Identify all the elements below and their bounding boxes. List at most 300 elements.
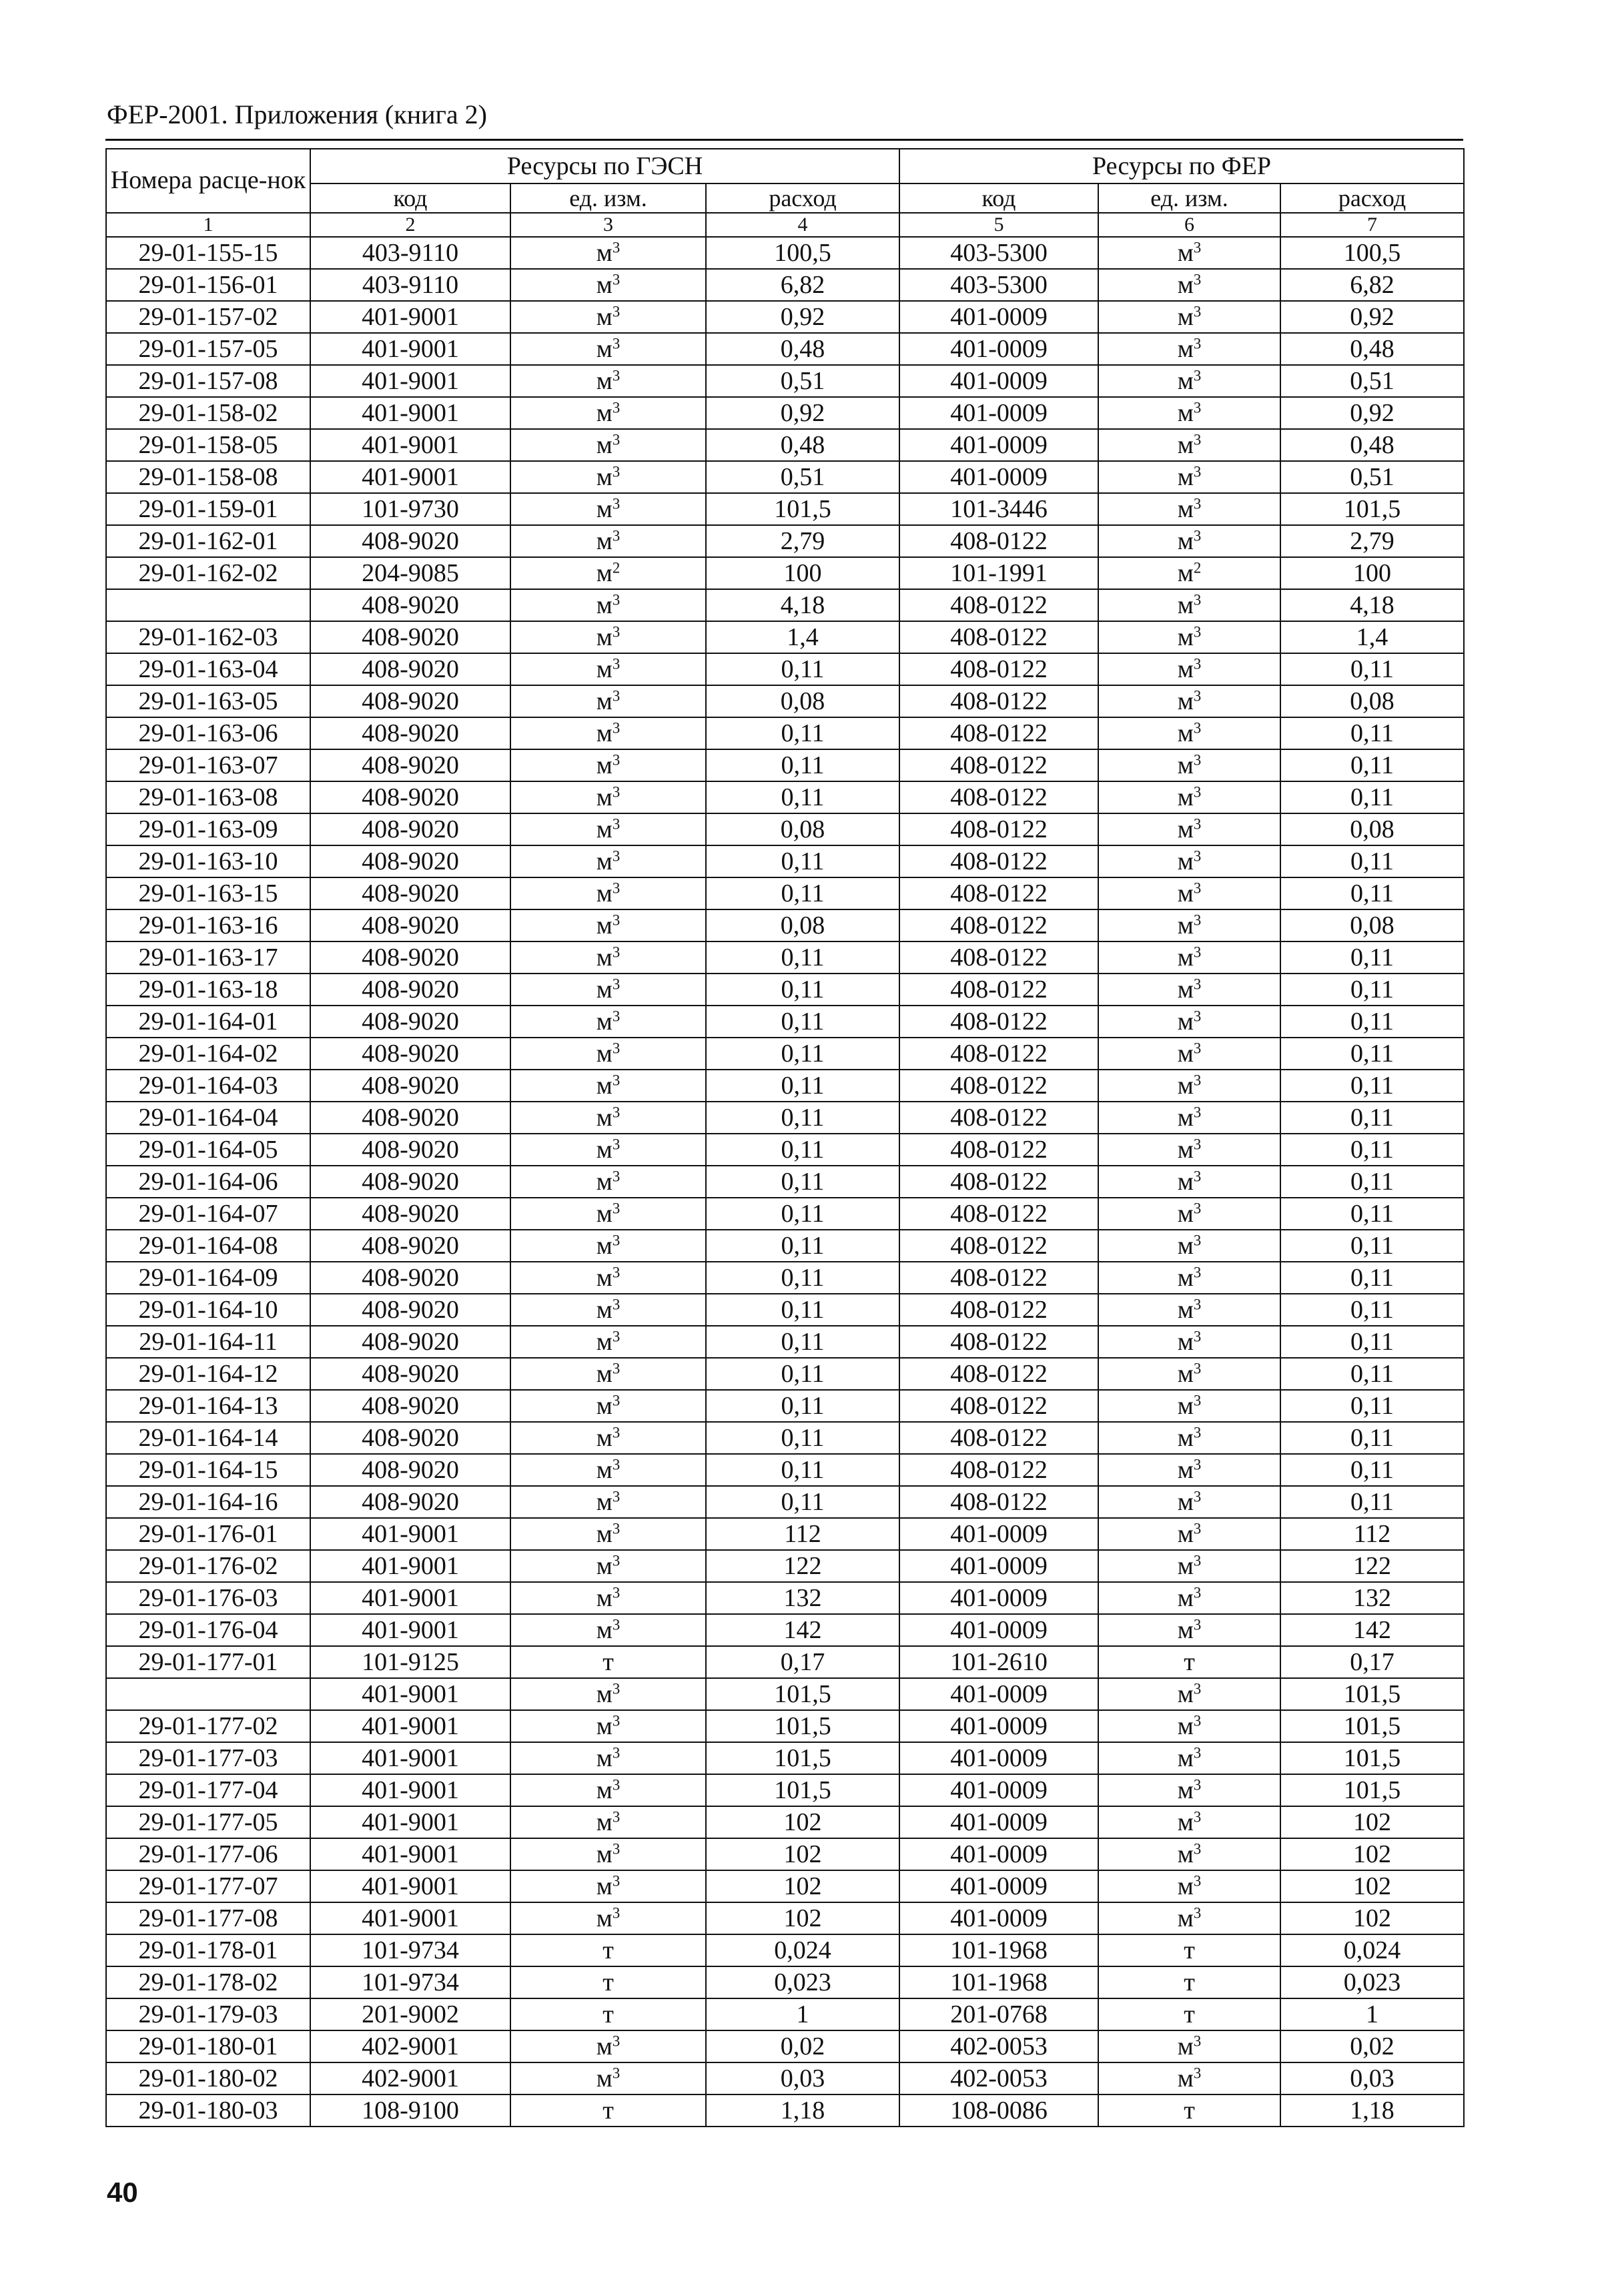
gesn-amount-cell: 0,024	[706, 1934, 899, 1966]
fer-amount-cell: 0,023	[1280, 1966, 1464, 1998]
rate-number-cell: 29-01-164-05	[106, 1134, 310, 1166]
fer-code-cell: 101-1968	[899, 1966, 1098, 1998]
fer-unit-cell: $м^3$	[1098, 1422, 1280, 1454]
fer-amount-cell: 0,48	[1280, 429, 1464, 461]
fer-amount-cell: 1	[1280, 1998, 1464, 2030]
fer-unit-cell: $м^3$	[1098, 1166, 1280, 1198]
page-header-title: ФЕР-2001. Приложения (книга 2)	[107, 99, 487, 129]
table-row	[106, 1486, 1464, 1518]
gesn-code-cell: 408-9020	[310, 1326, 510, 1358]
fer-code-cell: 101-1968	[899, 1934, 1098, 1966]
gesn-code-cell: 408-9020	[310, 974, 510, 1006]
gesn-amount-cell: 0,11	[706, 653, 899, 685]
rate-number-cell: 29-01-177-06	[106, 1838, 310, 1870]
group-gesn-header: Ресурсы по ГЭСН	[310, 149, 899, 183]
gesn-amount-cell: 102	[706, 1806, 899, 1838]
fer-unit-cell: $м^3$	[1098, 1390, 1280, 1422]
fer-amount-cell: 0,11	[1280, 1486, 1464, 1518]
gesn-unit-cell: $м^3$	[510, 813, 706, 845]
fer-code-cell: 401-0009	[899, 1582, 1098, 1614]
table-row	[106, 589, 1464, 621]
rate-number-cell	[106, 1678, 310, 1710]
table-row	[106, 621, 1464, 653]
gesn-code-cell: 401-9001	[310, 1518, 510, 1550]
rate-number-cell: 29-01-164-07	[106, 1198, 310, 1230]
fer-code-cell: 408-0122	[899, 1166, 1098, 1198]
fer-amount-cell: 0,51	[1280, 461, 1464, 493]
fer-unit-cell: $м^3$	[1098, 813, 1280, 845]
sub-header-fer-unit: ед. изм.	[1098, 183, 1280, 213]
table-row	[106, 909, 1464, 941]
gesn-unit-cell: $м^3$	[510, 717, 706, 749]
fer-unit-cell: $м^3$	[1098, 1614, 1280, 1646]
gesn-amount-cell: 0,08	[706, 909, 899, 941]
gesn-unit-cell: $м^2$	[510, 557, 706, 589]
fer-code-cell: 408-0122	[899, 653, 1098, 685]
gesn-amount-cell: 0,11	[706, 1390, 899, 1422]
gesn-code-cell: 402-9001	[310, 2030, 510, 2062]
gesn-code-cell: 204-9085	[310, 557, 510, 589]
fer-unit-cell: $м^3$	[1098, 589, 1280, 621]
gesn-amount-cell: 0,023	[706, 1966, 899, 1998]
fer-amount-cell: 0,11	[1280, 845, 1464, 877]
fer-code-cell: 408-0122	[899, 589, 1098, 621]
rate-number-cell: 29-01-177-07	[106, 1870, 310, 1902]
fer-code-cell: 408-0122	[899, 877, 1098, 909]
gesn-amount-cell: 0,11	[706, 941, 899, 974]
gesn-unit-cell: $м^3$	[510, 749, 706, 781]
gesn-unit-cell: $м^3$	[510, 1582, 706, 1614]
col-number: 6	[1098, 213, 1280, 237]
page-number: 40	[107, 2177, 138, 2208]
fer-unit-cell: $м^3$	[1098, 1838, 1280, 1870]
gesn-code-cell: 402-9001	[310, 2062, 510, 2094]
gesn-amount-cell: 0,11	[706, 1134, 899, 1166]
fer-unit-cell: $м^3$	[1098, 1198, 1280, 1230]
table-row	[106, 2094, 1464, 2127]
rate-number-cell: 29-01-176-03	[106, 1582, 310, 1614]
table-row	[106, 2062, 1464, 2094]
col-number: 1	[106, 213, 310, 237]
fer-amount-cell: 122	[1280, 1550, 1464, 1582]
gesn-amount-cell: 122	[706, 1550, 899, 1582]
gesn-unit-cell: $м^3$	[510, 845, 706, 877]
fer-amount-cell: 1,18	[1280, 2094, 1464, 2127]
table-row	[106, 781, 1464, 813]
table-body	[106, 237, 1464, 2127]
gesn-code-cell: 408-9020	[310, 749, 510, 781]
fer-unit-cell: $м^3$	[1098, 717, 1280, 749]
rate-number-cell: 29-01-176-02	[106, 1550, 310, 1582]
gesn-amount-cell: 0,11	[706, 1198, 899, 1230]
fer-code-cell: 401-0009	[899, 1742, 1098, 1774]
gesn-amount-cell: 0,11	[706, 1166, 899, 1198]
rate-number-cell: 29-01-180-01	[106, 2030, 310, 2062]
gesn-amount-cell: 0,92	[706, 301, 899, 333]
fer-unit-cell: $м^3$	[1098, 685, 1280, 717]
table-row	[106, 1358, 1464, 1390]
gesn-amount-cell: 100	[706, 557, 899, 589]
gesn-amount-cell: 0,11	[706, 1102, 899, 1134]
gesn-code-cell: 408-9020	[310, 589, 510, 621]
sub-header-gesn-amount: расход	[706, 183, 899, 213]
gesn-code-cell: 408-9020	[310, 1262, 510, 1294]
gesn-unit-cell: $м^3$	[510, 1230, 706, 1262]
rate-number-cell: 29-01-178-02	[106, 1966, 310, 1998]
table-row	[106, 1806, 1464, 1838]
fer-unit-cell: $м^3$	[1098, 461, 1280, 493]
table-row	[106, 1838, 1464, 1870]
gesn-code-cell: 408-9020	[310, 845, 510, 877]
table-row	[106, 1582, 1464, 1614]
fer-amount-cell: 102	[1280, 1870, 1464, 1902]
gesn-amount-cell: 0,11	[706, 974, 899, 1006]
gesn-unit-cell: $м^3$	[510, 1710, 706, 1742]
fer-code-cell: 101-1991	[899, 557, 1098, 589]
rate-number-cell: 29-01-155-15	[106, 237, 310, 269]
gesn-amount-cell: 132	[706, 1582, 899, 1614]
table-row	[106, 1102, 1464, 1134]
gesn-unit-cell: $м^3$	[510, 1390, 706, 1422]
fer-amount-cell: 102	[1280, 1806, 1464, 1838]
gesn-amount-cell: 102	[706, 1870, 899, 1902]
table-row	[106, 525, 1464, 557]
fer-code-cell: 101-2610	[899, 1646, 1098, 1678]
gesn-amount-cell: 0,02	[706, 2030, 899, 2062]
fer-code-cell: 401-0009	[899, 1518, 1098, 1550]
gesn-amount-cell: 0,48	[706, 333, 899, 365]
table-row	[106, 685, 1464, 717]
fer-unit-cell: $м^3$	[1098, 1358, 1280, 1390]
gesn-unit-cell: т	[510, 1934, 706, 1966]
fer-amount-cell: 0,11	[1280, 1262, 1464, 1294]
fer-amount-cell: 102	[1280, 1902, 1464, 1934]
gesn-unit-cell: $м^3$	[510, 1454, 706, 1486]
fer-unit-cell: $м^3$	[1098, 1486, 1280, 1518]
col-number: 3	[510, 213, 706, 237]
gesn-code-cell: 408-9020	[310, 1422, 510, 1454]
fer-unit-cell: $м^3$	[1098, 1134, 1280, 1166]
gesn-code-cell: 201-9002	[310, 1998, 510, 2030]
fer-amount-cell: 101,5	[1280, 1774, 1464, 1806]
gesn-code-cell: 408-9020	[310, 685, 510, 717]
gesn-code-cell: 408-9020	[310, 1454, 510, 1486]
table-row	[106, 1518, 1464, 1550]
fer-code-cell: 408-0122	[899, 909, 1098, 941]
fer-code-cell: 402-0053	[899, 2062, 1098, 2094]
fer-code-cell: 408-0122	[899, 685, 1098, 717]
gesn-code-cell: 401-9001	[310, 1742, 510, 1774]
fer-code-cell: 408-0122	[899, 781, 1098, 813]
rate-number-cell: 29-01-179-03	[106, 1998, 310, 2030]
gesn-unit-cell: $м^3$	[510, 1422, 706, 1454]
fer-unit-cell: $м^3$	[1098, 1454, 1280, 1486]
fer-unit-cell: $м^3$	[1098, 429, 1280, 461]
gesn-code-cell: 401-9001	[310, 429, 510, 461]
rate-number-cell: 29-01-163-17	[106, 941, 310, 974]
table-row	[106, 493, 1464, 525]
gesn-unit-cell: $м^3$	[510, 1198, 706, 1230]
gesn-unit-cell: $м^3$	[510, 941, 706, 974]
fer-amount-cell: 0,11	[1280, 717, 1464, 749]
rate-number-cell: 29-01-177-02	[106, 1710, 310, 1742]
fer-code-cell: 408-0122	[899, 1358, 1098, 1390]
col-rate-header	[106, 149, 310, 213]
gesn-unit-cell: $м^3$	[510, 653, 706, 685]
table-row	[106, 813, 1464, 845]
gesn-code-cell: 401-9001	[310, 1710, 510, 1742]
fer-code-cell: 403-5300	[899, 237, 1098, 269]
table-row	[106, 1006, 1464, 1038]
fer-amount-cell: 0,11	[1280, 1454, 1464, 1486]
table-row	[106, 1038, 1464, 1070]
table-row	[106, 717, 1464, 749]
rate-number-cell: 29-01-164-16	[106, 1486, 310, 1518]
fer-code-cell: 408-0122	[899, 974, 1098, 1006]
table-row	[106, 1550, 1464, 1582]
gesn-amount-cell: 0,92	[706, 397, 899, 429]
sub-header-fer-amount: расход	[1280, 183, 1464, 213]
table-row	[106, 1198, 1464, 1230]
rate-number-cell: 29-01-162-03	[106, 621, 310, 653]
gesn-unit-cell: $м^3$	[510, 974, 706, 1006]
gesn-unit-cell: $м^3$	[510, 525, 706, 557]
gesn-unit-cell: $м^3$	[510, 2062, 706, 2094]
table-row	[106, 1614, 1464, 1646]
gesn-amount-cell: 101,5	[706, 493, 899, 525]
gesn-unit-cell: $м^3$	[510, 301, 706, 333]
fer-unit-cell: $м^3$	[1098, 1902, 1280, 1934]
rate-number-cell: 29-01-177-04	[106, 1774, 310, 1806]
fer-amount-cell: 1,4	[1280, 621, 1464, 653]
gesn-code-cell: 408-9020	[310, 1294, 510, 1326]
rate-number-cell: 29-01-163-07	[106, 749, 310, 781]
gesn-amount-cell: 0,17	[706, 1646, 899, 1678]
rate-number-cell: 29-01-164-04	[106, 1102, 310, 1134]
gesn-amount-cell: 0,11	[706, 1422, 899, 1454]
gesn-code-cell: 403-9110	[310, 269, 510, 301]
rate-number-cell: 29-01-163-04	[106, 653, 310, 685]
gesn-code-cell: 408-9020	[310, 1230, 510, 1262]
fer-unit-cell: $м^2$	[1098, 557, 1280, 589]
gesn-code-cell: 401-9001	[310, 397, 510, 429]
table-row	[106, 2030, 1464, 2062]
gesn-amount-cell: 0,11	[706, 877, 899, 909]
resources-table	[105, 148, 1465, 2127]
fer-amount-cell: 0,11	[1280, 653, 1464, 685]
table-row	[106, 1422, 1464, 1454]
fer-unit-cell: $м^3$	[1098, 781, 1280, 813]
gesn-code-cell: 401-9001	[310, 1550, 510, 1582]
fer-amount-cell: 132	[1280, 1582, 1464, 1614]
fer-amount-cell: 100,5	[1280, 237, 1464, 269]
fer-amount-cell: 101,5	[1280, 493, 1464, 525]
gesn-amount-cell: 0,51	[706, 461, 899, 493]
fer-code-cell: 401-0009	[899, 1838, 1098, 1870]
fer-unit-cell: $м^3$	[1098, 749, 1280, 781]
gesn-amount-cell: 0,11	[706, 1006, 899, 1038]
gesn-code-cell: 408-9020	[310, 1102, 510, 1134]
gesn-code-cell: 408-9020	[310, 653, 510, 685]
gesn-code-cell: 408-9020	[310, 621, 510, 653]
gesn-code-cell: 401-9001	[310, 1774, 510, 1806]
rate-number-cell: 29-01-156-01	[106, 269, 310, 301]
gesn-code-cell: 408-9020	[310, 909, 510, 941]
gesn-code-cell: 101-9734	[310, 1966, 510, 1998]
rate-number-cell: 29-01-177-05	[106, 1806, 310, 1838]
fer-unit-cell: $м^3$	[1098, 365, 1280, 397]
fer-amount-cell: 0,024	[1280, 1934, 1464, 1966]
fer-code-cell: 401-0009	[899, 1678, 1098, 1710]
fer-amount-cell: 0,02	[1280, 2030, 1464, 2062]
gesn-amount-cell: 101,5	[706, 1774, 899, 1806]
col-number: 5	[899, 213, 1098, 237]
gesn-code-cell: 408-9020	[310, 1198, 510, 1230]
rate-number-cell: 29-01-158-05	[106, 429, 310, 461]
fer-amount-cell: 142	[1280, 1614, 1464, 1646]
gesn-amount-cell: 0,11	[706, 1294, 899, 1326]
fer-unit-cell: $м^3$	[1098, 1518, 1280, 1550]
table-row	[106, 429, 1464, 461]
gesn-unit-cell: $м^3$	[510, 1550, 706, 1582]
gesn-unit-cell: $м^3$	[510, 365, 706, 397]
fer-code-cell: 401-0009	[899, 1902, 1098, 1934]
gesn-unit-cell: $м^3$	[510, 1774, 706, 1806]
gesn-amount-cell: 0,11	[706, 781, 899, 813]
fer-amount-cell: 102	[1280, 1838, 1464, 1870]
gesn-unit-cell: $м^3$	[510, 1806, 706, 1838]
table-row	[106, 1678, 1464, 1710]
rate-number-cell: 29-01-176-01	[106, 1518, 310, 1550]
fer-amount-cell: 0,11	[1280, 1390, 1464, 1422]
rate-number-cell: 29-01-180-03	[106, 2094, 310, 2127]
gesn-unit-cell: $м^3$	[510, 877, 706, 909]
gesn-unit-cell: $м^3$	[510, 1326, 706, 1358]
fer-unit-cell: $м^3$	[1098, 1038, 1280, 1070]
fer-code-cell: 408-0122	[899, 1390, 1098, 1422]
gesn-unit-cell: т	[510, 1998, 706, 2030]
fer-code-cell: 408-0122	[899, 1486, 1098, 1518]
fer-amount-cell: 6,82	[1280, 269, 1464, 301]
gesn-amount-cell: 112	[706, 1518, 899, 1550]
fer-amount-cell: 0,08	[1280, 813, 1464, 845]
gesn-unit-cell: $м^3$	[510, 1038, 706, 1070]
gesn-code-cell: 408-9020	[310, 813, 510, 845]
fer-amount-cell: 112	[1280, 1518, 1464, 1550]
fer-unit-cell: $м^3$	[1098, 941, 1280, 974]
gesn-unit-cell: $м^3$	[510, 269, 706, 301]
gesn-code-cell: 101-9125	[310, 1646, 510, 1678]
gesn-unit-cell: $м^3$	[510, 1358, 706, 1390]
fer-code-cell: 408-0122	[899, 1038, 1098, 1070]
rate-number-cell: 29-01-164-10	[106, 1294, 310, 1326]
fer-unit-cell: т	[1098, 2094, 1280, 2127]
gesn-amount-cell: 102	[706, 1838, 899, 1870]
fer-unit-cell: $м^3$	[1098, 1870, 1280, 1902]
rate-number-cell: 29-01-158-02	[106, 397, 310, 429]
table-row	[106, 877, 1464, 909]
gesn-code-cell: 401-9001	[310, 1838, 510, 1870]
fer-unit-cell: $м^3$	[1098, 909, 1280, 941]
fer-code-cell: 201-0768	[899, 1998, 1098, 2030]
table-row	[106, 1934, 1464, 1966]
fer-code-cell: 403-5300	[899, 269, 1098, 301]
table-row	[106, 1294, 1464, 1326]
gesn-amount-cell: 0,11	[706, 1262, 899, 1294]
table-row	[106, 1070, 1464, 1102]
table-row	[106, 1966, 1464, 1998]
gesn-unit-cell: $м^3$	[510, 1486, 706, 1518]
gesn-code-cell: 408-9020	[310, 1134, 510, 1166]
fer-amount-cell: 0,11	[1280, 1358, 1464, 1390]
gesn-amount-cell: 0,08	[706, 813, 899, 845]
gesn-code-cell: 101-9734	[310, 1934, 510, 1966]
fer-unit-cell: $м^3$	[1098, 2030, 1280, 2062]
fer-code-cell: 408-0122	[899, 1134, 1098, 1166]
rate-number-cell: 29-01-163-05	[106, 685, 310, 717]
table-row	[106, 557, 1464, 589]
rate-number-cell: 29-01-163-09	[106, 813, 310, 845]
rate-number-cell: 29-01-159-01	[106, 493, 310, 525]
table-row	[106, 1134, 1464, 1166]
gesn-amount-cell: 0,11	[706, 1326, 899, 1358]
table-row	[106, 1902, 1464, 1934]
rate-number-cell: 29-01-177-08	[106, 1902, 310, 1934]
gesn-unit-cell: $м^3$	[510, 1838, 706, 1870]
gesn-code-cell: 401-9001	[310, 1902, 510, 1934]
fer-code-cell: 408-0122	[899, 1294, 1098, 1326]
gesn-code-cell: 408-9020	[310, 1038, 510, 1070]
col-number: 7	[1280, 213, 1464, 237]
gesn-amount-cell: 0,11	[706, 1070, 899, 1102]
fer-code-cell: 402-0053	[899, 2030, 1098, 2062]
gesn-amount-cell: 2,79	[706, 525, 899, 557]
fer-unit-cell: $м^3$	[1098, 1102, 1280, 1134]
fer-amount-cell: 0,11	[1280, 1294, 1464, 1326]
fer-amount-cell: 101,5	[1280, 1742, 1464, 1774]
fer-code-cell: 408-0122	[899, 1230, 1098, 1262]
fer-amount-cell: 0,11	[1280, 974, 1464, 1006]
fer-amount-cell: 0,11	[1280, 1198, 1464, 1230]
rate-number-cell: 29-01-164-12	[106, 1358, 310, 1390]
gesn-code-cell: 408-9020	[310, 1390, 510, 1422]
gesn-amount-cell: 0,11	[706, 1230, 899, 1262]
fer-code-cell: 408-0122	[899, 813, 1098, 845]
gesn-unit-cell: $м^3$	[510, 237, 706, 269]
rate-number-cell: 29-01-178-01	[106, 1934, 310, 1966]
fer-unit-cell: $м^3$	[1098, 877, 1280, 909]
gesn-amount-cell: 142	[706, 1614, 899, 1646]
gesn-unit-cell: $м^3$	[510, 1902, 706, 1934]
gesn-code-cell: 401-9001	[310, 301, 510, 333]
fer-code-cell: 408-0122	[899, 525, 1098, 557]
table-row	[106, 653, 1464, 685]
gesn-unit-cell: $м^3$	[510, 1742, 706, 1774]
fer-code-cell: 408-0122	[899, 1454, 1098, 1486]
rate-number-cell	[106, 589, 310, 621]
fer-amount-cell: 0,11	[1280, 1038, 1464, 1070]
fer-unit-cell: т	[1098, 1646, 1280, 1678]
fer-amount-cell: 0,92	[1280, 301, 1464, 333]
fer-unit-cell: $м^3$	[1098, 1582, 1280, 1614]
fer-code-cell: 401-0009	[899, 1614, 1098, 1646]
gesn-amount-cell: 1,4	[706, 621, 899, 653]
fer-unit-cell: $м^3$	[1098, 1710, 1280, 1742]
rate-number-cell: 29-01-163-18	[106, 974, 310, 1006]
rate-number-cell: 29-01-163-06	[106, 717, 310, 749]
fer-amount-cell: 0,03	[1280, 2062, 1464, 2094]
rate-number-cell: 29-01-162-01	[106, 525, 310, 557]
